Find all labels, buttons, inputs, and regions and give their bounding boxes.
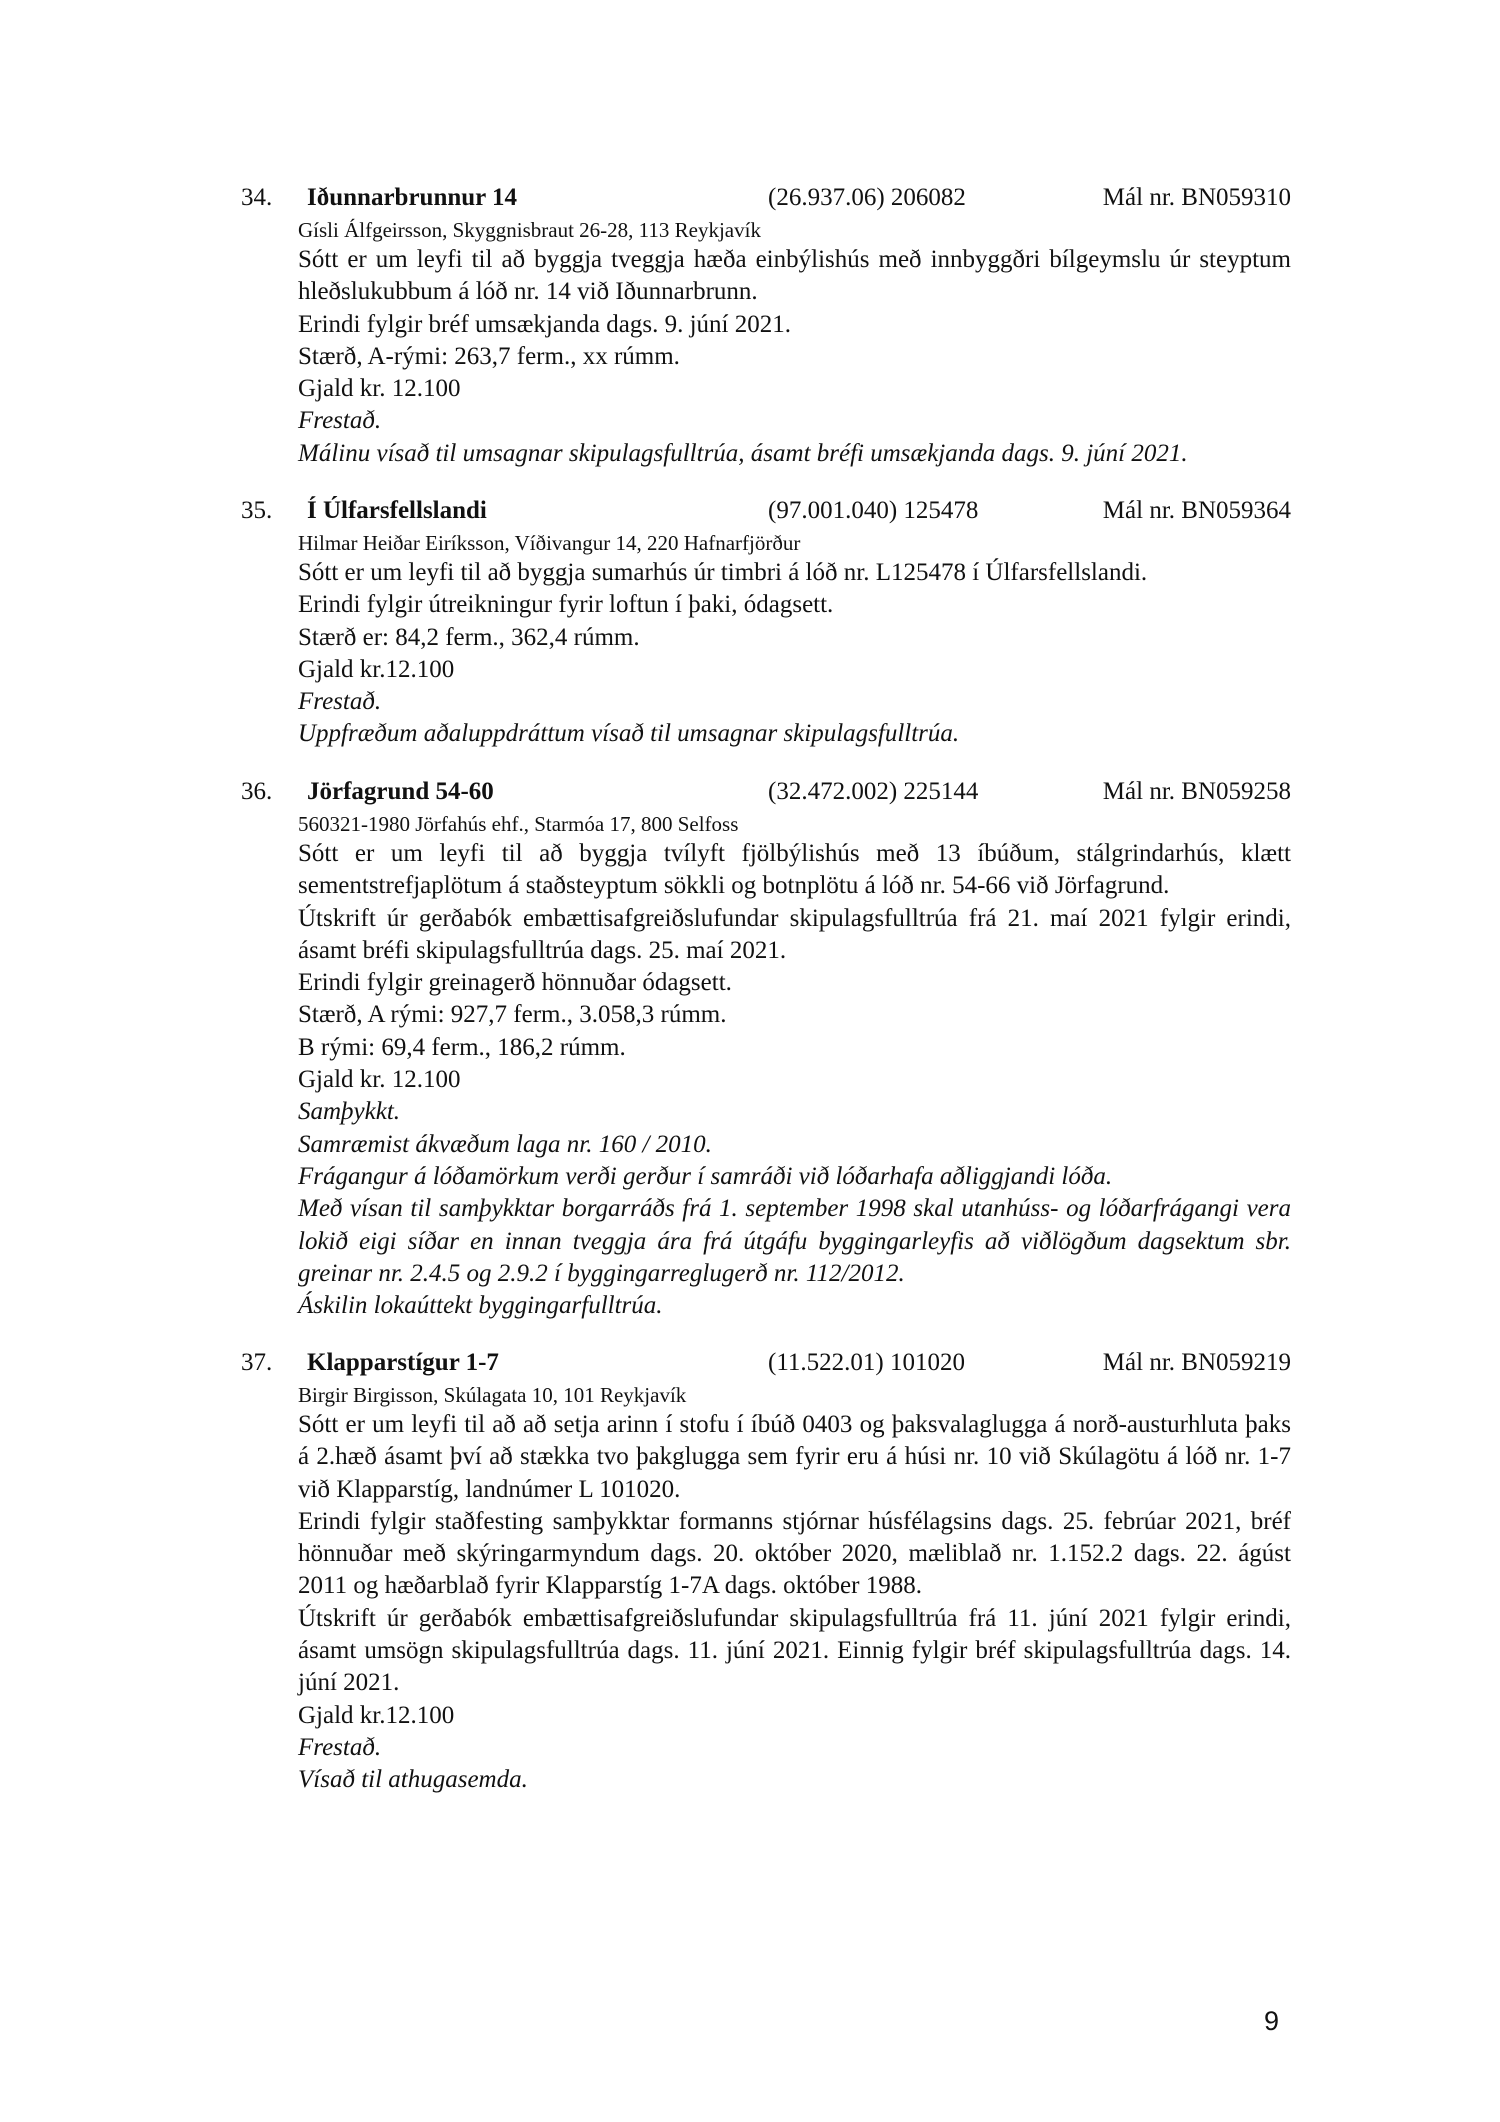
case-note: Áskilin lokaúttekt byggingarfulltrúa. xyxy=(298,1292,663,1320)
case-line: Gjald kr. 12.100 xyxy=(298,1066,461,1094)
case-line: Erindi fylgir bréf umsækjanda dags. 9. júní 2021. xyxy=(298,310,791,338)
case-description: Sótt er um leyfi til að byggja tvílyft fjölbýlishús með 13 íbúðum, stálgrindarhús, klætt sementstrefjaplötum á staðsteyptum sökkli og botnplötu á lóð nr. 54-66 við Jörfagrund. xyxy=(298,840,1291,900)
case-header xyxy=(241,180,1291,216)
case-37 xyxy=(241,1345,1291,1797)
case-line: Erindi fylgir greinagerð hönnuðar ódagsett. xyxy=(298,969,732,997)
case-description: Sótt er um leyfi til að að setja arinn í stofu í íbúð 0403 og þaksvalaglugga á norð-austurhluta þaks á 2.hæð ásamt því að stækka tvo þakglugga sem fyrir eru á húsi nr. 10 við Skúlagötu á lóð nr. 1-7 við Klapparstíg, landnúmer L 101020. xyxy=(298,1411,1291,1503)
case-body xyxy=(298,529,1291,751)
case-line: Gjald kr.12.100 xyxy=(298,655,455,683)
case-number: 36. xyxy=(241,778,273,805)
case-number: 35. xyxy=(241,497,273,524)
case-decision: Samþykkt. xyxy=(298,1098,401,1126)
case-decision: Frestað. xyxy=(298,407,382,435)
case-line: Stærð er: 84,2 ferm., 362,4 rúmm. xyxy=(298,623,640,651)
case-note: Með vísan til samþykktar borgarráðs frá 1. september 1998 skal utanhúss- og lóðarfrágangi vera lokið eigi síðar en innan tveggja ára frá útgáfu byggingarleyfis að viðlögðum dagsektum sbr. greinar nr. 2.4.5 og 2.9.2 í byggingarreglugerð nr. 112/2012. xyxy=(298,1195,1291,1287)
case-note: Vísað til athugasemda. xyxy=(298,1766,528,1794)
case-reference: (32.472.002) 225144 xyxy=(768,778,979,805)
case-line: Gjald kr.12.100 xyxy=(298,1701,455,1729)
case-description: Sótt er um leyfi til að byggja sumarhús úr timbri á lóð nr. L125478 í Úlfarsfellslandi. xyxy=(298,559,1148,586)
case-note: Samræmist ákvæðum laga nr. 160 / 2010. xyxy=(298,1130,712,1158)
case-number: 34. xyxy=(241,184,273,211)
applicant: Gísli Álfgeirsson, Skyggnisbraut 26-28, 113 Reykjavík xyxy=(298,218,761,242)
case-title: Jörfagrund 54-60 xyxy=(307,778,494,805)
case-body xyxy=(298,216,1291,470)
case-file-number: Mál nr. BN059219 xyxy=(1102,1349,1291,1376)
case-line: Erindi fylgir útreikningur fyrir loftun í þaki, ódagsett. xyxy=(298,591,834,619)
case-description-extra: Erindi fylgir staðfesting samþykktar formanns stjórnar húsfélagsins dags. 25. febrúar 2021, bréf hönnuðar með skýringarmyndum dags. 20. október 2020, mæliblað nr. 1.152.2 dags. 22. ágúst 2011 og hæðarblað fyrir Klapparstíg 1-7A dags. október 1988. xyxy=(298,1507,1291,1600)
case-reference: (26.937.06) 206082 xyxy=(768,184,966,211)
case-title: Í Úlfarsfellslandi xyxy=(307,497,487,524)
case-note: Málinu vísað til umsagnar skipulagsfulltrúa, ásamt bréfi umsækjanda dags. 9. júní 2021. xyxy=(298,439,1188,467)
applicant: Birgir Birgisson, Skúlagata 10, 101 Reykjavík xyxy=(298,1383,687,1407)
case-note: Uppfræðum aðaluppdráttum vísað til umsagnar skipulagsfulltrúa. xyxy=(298,720,960,748)
case-header xyxy=(241,1345,1291,1381)
case-decision: Frestað. xyxy=(298,1733,382,1761)
case-body xyxy=(298,810,1291,1322)
case-file-number: Mál nr. BN059258 xyxy=(1102,778,1291,805)
case-title: Iðunnarbrunnur 14 xyxy=(307,184,518,211)
page-number: 9 xyxy=(1264,2006,1280,2036)
case-description-extra: Útskrift úr gerðabók embættisafgreiðslufundar skipulagsfulltrúa frá 11. júní 2021 fylgir erindi, ásamt umsögn skipulagsfulltrúa dags. 11. júní 2021. Einnig fylgir bréf skipulagsfulltrúa dags. 14. júní 2021. xyxy=(298,1604,1291,1697)
case-file-number: Mál nr. BN059364 xyxy=(1102,497,1291,524)
case-reference: (11.522.01) 101020 xyxy=(768,1349,965,1376)
case-body xyxy=(298,1381,1291,1797)
case-36 xyxy=(241,774,1291,1322)
applicant: Hilmar Heiðar Eiríksson, Víðivangur 14, 220 Hafnarfjörður xyxy=(298,531,801,555)
case-line: Gjald kr. 12.100 xyxy=(298,375,461,403)
case-header xyxy=(241,493,1291,529)
case-line: Stærð, A rými: 927,7 ferm., 3.058,3 rúmm. xyxy=(298,1001,727,1029)
applicant: 560321-1980 Jörfahús ehf., Starmóa 17, 800 Selfoss xyxy=(298,812,739,836)
case-decision: Frestað. xyxy=(298,688,382,716)
case-description: Sótt er um leyfi til að byggja tveggja hæða einbýlishús með innbyggðri bílgeymslu úr steyptum hleðslukubbum á lóð nr. 14 við Iðunnarbrunn. xyxy=(298,246,1291,306)
case-file-number: Mál nr. BN059310 xyxy=(1102,184,1291,211)
case-header xyxy=(241,774,1291,810)
case-34 xyxy=(241,180,1291,470)
case-line: B rými: 69,4 ferm., 186,2 rúmm. xyxy=(298,1033,626,1061)
case-reference: (97.001.040) 125478 xyxy=(768,497,979,524)
case-note: Frágangur á lóðamörkum verði gerður í samráði við lóðarhafa aðliggjandi lóða. xyxy=(298,1162,1113,1190)
case-35 xyxy=(241,493,1291,751)
case-number: 37. xyxy=(241,1349,273,1376)
case-description-extra: Útskrift úr gerðabók embættisafgreiðslufundar skipulagsfulltrúa frá 21. maí 2021 fylgir erindi, ásamt bréfi skipulagsfulltrúa dags. 25. maí 2021. xyxy=(298,904,1291,964)
case-line: Stærð, A-rými: 263,7 ferm., xx rúmm. xyxy=(298,342,680,370)
case-title: Klapparstígur 1-7 xyxy=(307,1349,499,1376)
